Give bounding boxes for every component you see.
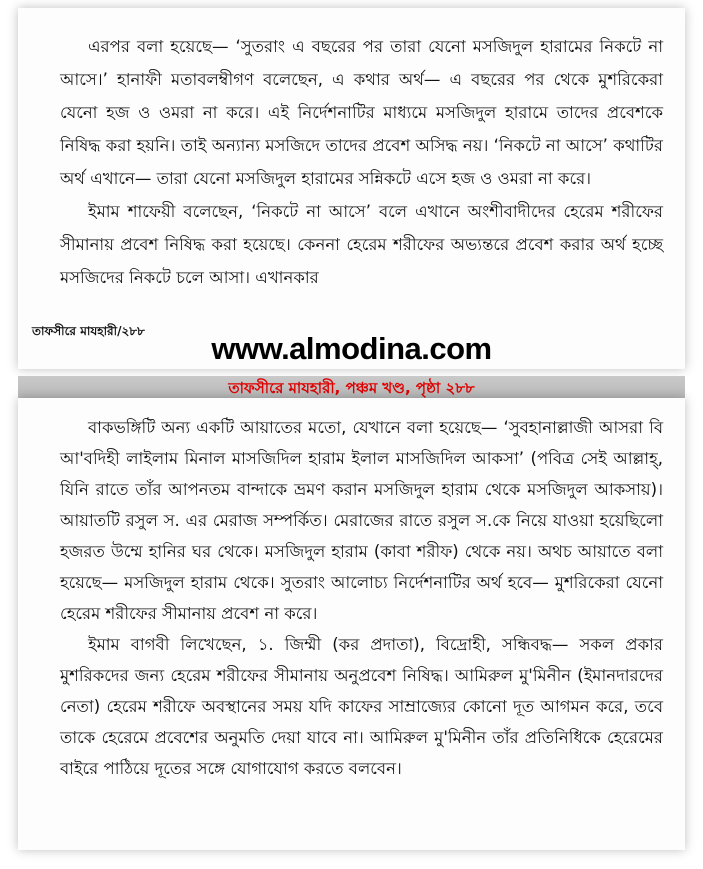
bottom-page-body — [60, 412, 663, 784]
bottom-page-scan — [18, 398, 685, 850]
website-watermark: www.almodina.com — [211, 331, 492, 366]
top-page-body — [60, 30, 663, 294]
bottom-paragraph-2: ইমাম বাগবী লিখেছেন, ১. জিম্মী (কর প্রদাতা), বিদ্রোহী, সন্ধিবদ্ধ— সকল প্রকার মুশরিকদের জন্য হেরেম শরীফের সীমানায় অনুপ্রবেশ নিষিদ্ধ। আমিরুল মু'মিনীন (ইমানদারদের নেতা) হেরেম শরীফে অবস্থানের সময় যদি কাফের সাম্রাজ্যের কোনো দূত আগমন করে, তবে তাকে হেরেমে প্রবেশের অনুমতি দেয়া যাবে না। আমিরুল মু'মিনীন তাঁর প্রতিনিধিকে হেরেমের বাইরে পাঠিয়ে দূতের সঙ্গে যোগাযোগ করতে বলবেন। — [60, 635, 663, 778]
source-caption: তাফসীরে মাযহারী, পঞ্চম খণ্ড, পৃষ্ঠা ২৮৮ — [228, 379, 475, 397]
footnote-reference: তাফসীরে মাযহারী/২৮৮ — [32, 324, 145, 338]
top-paragraph-2: ইমাম শাফেয়ী বলেছেন, ‘নিকটে না আসে’ বলে এখানে অংশীবাদীদের হেরেম শরীফের সীমানায় প্রবেশ নিষিদ্ধ করা হয়েছে। কেননা হেরেম শরীফের অভ্যন্তরে প্রবেশ করার অর্থ হচ্ছে মসজিদের নিকটে চলে আসা। এখানকার — [60, 202, 663, 287]
top-page-scan — [18, 8, 685, 369]
top-paragraph-1: এরপর বলা হয়েছে— ‘সুতরাং এ বছরের পর তারা যেনো মসজিদুল হারামের নিকটে না আসে।’ হানাফী মতাবলম্বীগণ বলেছেন, এ কথার অর্থ— এ বছরের পর থেকে মুশরিকেরা যেনো হজ ও ওমরা না করে। এই নির্দেশনাটির মাধ্যমে মসজিদুল হারামে তাদের প্রবেশকে নিষিদ্ধ করা হয়নি। তাই অন্যান্য মসজিদে তাদের প্রবেশ অসিদ্ধ নয়। ‘নিকটে না আসে’ কথাটির অর্থ এখানে— তারা যেনো মসজিদুল হারামের সন্নিকটে এসে হজ ও ওমরা না করে। — [60, 37, 663, 188]
bottom-paragraph-1: বাকভঙ্গিটি অন্য একটি আয়াতের মতো, যেখানে বলা হয়েছে— ‘সুবহানাল্লাজী আসরা বি আ'বদিহী লাইলাম মিনাল মাসজিদিল হারাম ইলাল মাসজিদিল আকসা’ (পবিত্র সেই আল্লাহ্, যিনি রাতে তাঁর আপনতম বান্দাকে ভ্রমণ করান মসজিদুল হারাম থেকে মসজিদুল আকসায়)। আয়াতটি রসুল স. এর মেরাজ সম্পর্কিত। মেরাজের রাতে রসুল স.কে নিয়ে যাওয়া হয়েছিলো হজরত উম্মে হানির ঘর থেকে। মসজিদুল হারাম (কাবা শরীফ) থেকে নয়। অথচ আয়াতে বলা হয়েছে— মসজিদুল হারাম থেকে। সুতরাং আলোচ্য নির্দেশনাটির অর্থ হবে— মুশরিকেরা যেনো হেরেম শরীফের সীমানায় প্রবেশ না করে। — [60, 418, 663, 623]
